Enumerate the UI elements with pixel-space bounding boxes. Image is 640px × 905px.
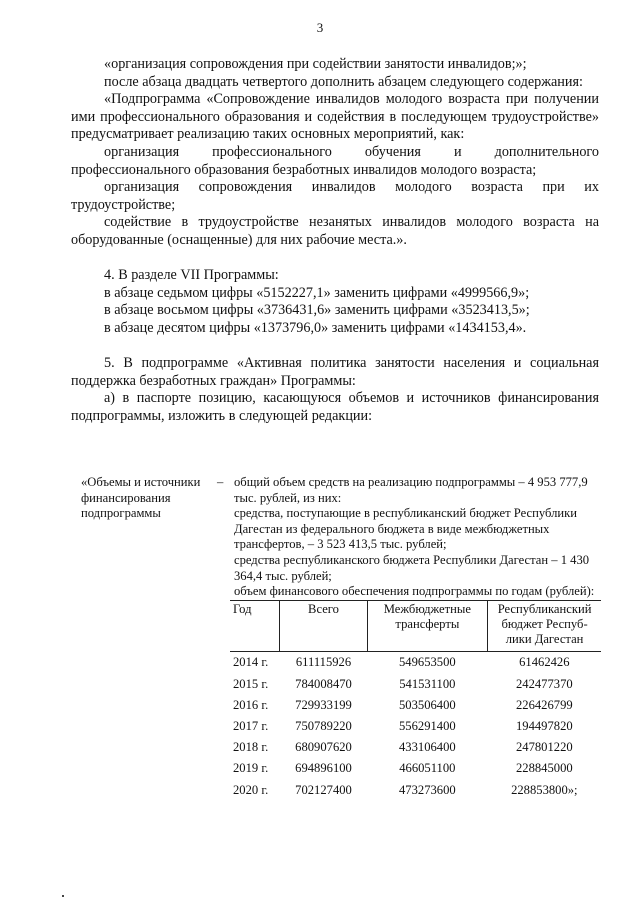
- table-cell: 680907620: [295, 740, 352, 755]
- paragraph: после абзаца двадцать четвертого дополнить абзацем следующего содержания:: [104, 73, 583, 90]
- table-cell: 556291400: [399, 718, 456, 733]
- table-cell: 2018 г.: [233, 740, 269, 755]
- paragraph: а) в паспорте позицию, касающуюся объемов и источников финансирования подпрограммы, изложить в следующей редакции:: [71, 390, 599, 424]
- table-cell: 702127400: [295, 782, 352, 797]
- table-cell: 247801220: [515, 740, 573, 755]
- table-row: [230, 674, 601, 695]
- column-header: Всего: [280, 600, 367, 652]
- section-label: «Объемы и источники финансирования подпрограммы: [81, 475, 201, 521]
- table-row: [230, 695, 601, 716]
- table-cell: 473273600: [399, 782, 456, 797]
- table-cell: 2014 г.: [233, 655, 269, 670]
- paragraph: в абзаце седьмом цифры «5152227,1» заменить цифрами «4999566,9»;: [104, 284, 530, 301]
- table-cell: 433106400: [399, 740, 456, 755]
- table-row: [230, 737, 601, 758]
- section-line: средства, поступающие в республиканский бюджет Республики Дагестан из федерального бюджета в виде межбюджетных трансфертов, – 3 523 413,5 тыс. рублей;: [234, 506, 577, 552]
- section-line: объем финансового обеспечения подпрограммы по годам (рублей):: [234, 584, 595, 599]
- table-cell: 2020 г.: [233, 782, 269, 797]
- document-body: [71, 56, 599, 425]
- section-line: средства республиканского бюджета Республики Дагестан – 1 430 364,4 тыс. рублей;: [234, 552, 590, 583]
- table-cell: 2016 г.: [233, 697, 269, 712]
- table-header-row: [230, 600, 601, 652]
- table-cell: 611115926: [295, 655, 352, 670]
- paragraph: 4. В разделе VII Программы:: [104, 267, 279, 284]
- column-header: Межбюджетные трансферты: [367, 600, 488, 652]
- table-row: [230, 758, 601, 779]
- table-cell: 2019 г.: [233, 761, 269, 776]
- paragraph: организация профессионального обучения и дополнительного профессионального образования безработных инвалидов молодого возраста;: [71, 143, 599, 178]
- table-row: [230, 652, 601, 674]
- financing-table: [230, 600, 601, 801]
- paragraph: содействие в трудоустройстве незанятых инвалидов молодого возраста на оборудованные (оснащенные) для них рабочие места.».: [71, 214, 599, 248]
- table-cell: 228845000: [515, 761, 573, 776]
- paragraph: в абзаце восьмом цифры «3736431,6» заменить цифрами «3523413,5»;: [104, 302, 530, 319]
- section-line: общий объем средств на реализацию подпрограммы – 4 953 777,9 тыс. рублей, из них:: [234, 475, 588, 505]
- section-content: [234, 475, 601, 801]
- scan-dot: [62, 895, 64, 897]
- table-cell: 2015 г.: [233, 676, 269, 691]
- table-cell: 242477370: [515, 676, 573, 691]
- table-cell: 694896100: [295, 761, 352, 776]
- paragraph: 5. В подпрограмме «Активная политика занятости населения и социальная поддержка безработных граждан» Программы:: [71, 355, 599, 389]
- page-number: 3: [316, 20, 324, 35]
- table-cell: 729933199: [295, 697, 352, 712]
- table-cell: 750789220: [295, 718, 352, 733]
- table-cell: 194497820: [515, 718, 573, 733]
- table-cell: 549653500: [399, 655, 456, 670]
- paragraph: в абзаце десятом цифры «1373796,0» заменить цифрами «1434153,4».: [104, 319, 527, 336]
- table-cell: 784008470: [295, 676, 352, 691]
- column-header: Год: [230, 600, 280, 652]
- table-cell: 226426799: [515, 697, 573, 712]
- table-row: [230, 780, 601, 801]
- section-dash: –: [217, 475, 224, 489]
- table-row: [230, 716, 601, 737]
- paragraph: организация сопровождения инвалидов молодого возраста при их трудоустройстве;: [71, 179, 599, 213]
- paragraph: «организация сопровождения при содействии занятости инвалидов;»;: [104, 56, 527, 72]
- table-cell: 61462426: [519, 655, 570, 670]
- table-cell: 503506400: [399, 697, 456, 712]
- paragraph: «Подпрограмма «Сопровождение инвалидов молодого возраста при получении ими профессионального образования и содействия в последующем трудоустройстве» предусматривает реализацию таких основных мероприятий, как:: [71, 91, 599, 143]
- table-cell: 228853800»;: [511, 782, 578, 797]
- table-cell: 466051100: [399, 761, 456, 776]
- table-cell: 2017 г.: [233, 718, 269, 733]
- table-cell: 541531100: [399, 676, 456, 691]
- column-header: Республиканский бюджет Респуб- лики Дагестан: [488, 600, 601, 652]
